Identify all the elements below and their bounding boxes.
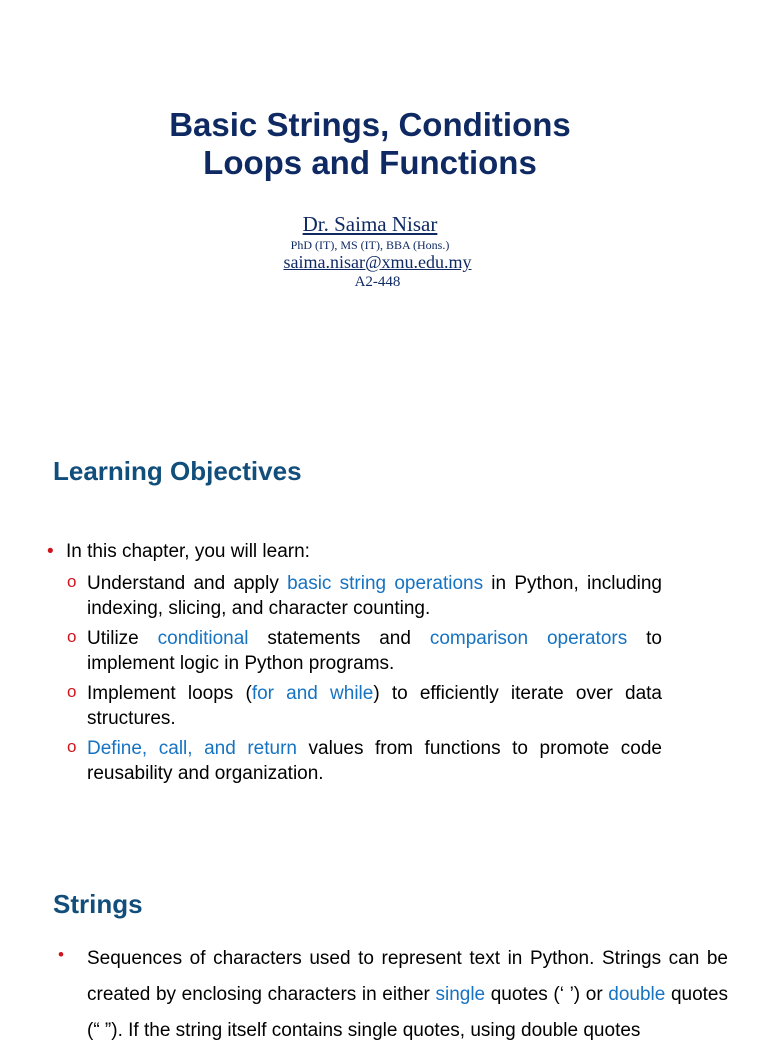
objective-text: Understand and apply — [87, 573, 288, 594]
learning-objectives-heading: Learning Objectives — [53, 456, 302, 486]
strings-highlight-double: double — [608, 984, 666, 1005]
strings-text-part: quotes (‘ ’) or — [485, 984, 609, 1005]
strings-highlight-single: single — [435, 984, 486, 1005]
objectives-intro-text: In this chapter, you will learn: — [66, 541, 310, 562]
sub-bullet-icon: o — [67, 737, 77, 756]
author-name[interactable]: Dr. Saima Nisar — [302, 212, 438, 236]
strings-text — [87, 941, 728, 1049]
objective-text: values from functions to promote code reusability and organization. — [87, 738, 662, 784]
document-title-line-2: Loops and Functions — [203, 144, 537, 181]
sub-bullet-icon: o — [67, 682, 77, 701]
objective-text: Utilize — [87, 628, 158, 649]
objective-item-3 — [67, 681, 662, 731]
sub-bullet-icon: o — [67, 572, 77, 591]
author-qualifications: PhD (IT), MS (IT), BBA (Hons.) — [290, 238, 450, 252]
strings-heading: Strings — [53, 889, 143, 919]
objective-highlight: comparison operators — [429, 628, 628, 649]
objective-highlight: Define, call, and return — [87, 738, 297, 759]
objective-highlight: for and while — [251, 683, 374, 704]
objective-text: ) to efficiently iterate over data structures. — [87, 683, 663, 729]
author-email-link[interactable]: saima.nisar@xmu.edu.my — [283, 252, 472, 272]
bullet-icon: • — [58, 945, 64, 964]
objectives-list — [67, 571, 662, 791]
objective-item-2 — [67, 626, 662, 676]
strings-text-part: quotes (“ ”). If the string itself contains single quotes, using double quotes — [87, 984, 728, 1041]
strings-text-part: Sequences of characters used to represent text in Python. Strings can be created by enclosing characters in either — [87, 948, 728, 1005]
bullet-icon: • — [47, 541, 54, 562]
objective-text: Implement loops ( — [87, 683, 252, 704]
sub-bullet-icon: o — [67, 627, 77, 646]
strings-paragraph — [58, 941, 728, 1049]
objective-item-4 — [67, 736, 662, 786]
objective-highlight: basic string operations — [287, 573, 484, 594]
objective-text: statements and — [248, 628, 430, 649]
author-room: A2-448 — [354, 274, 401, 290]
objectives-intro — [47, 540, 310, 564]
document-title-line-1: Basic Strings, Conditions — [169, 106, 571, 143]
objective-highlight: conditional — [157, 628, 249, 649]
objective-text: in Python, including indexing, slicing, and character counting. — [87, 573, 662, 619]
objective-text: to implement logic in Python programs. — [87, 628, 662, 674]
objective-item-1 — [67, 571, 662, 621]
